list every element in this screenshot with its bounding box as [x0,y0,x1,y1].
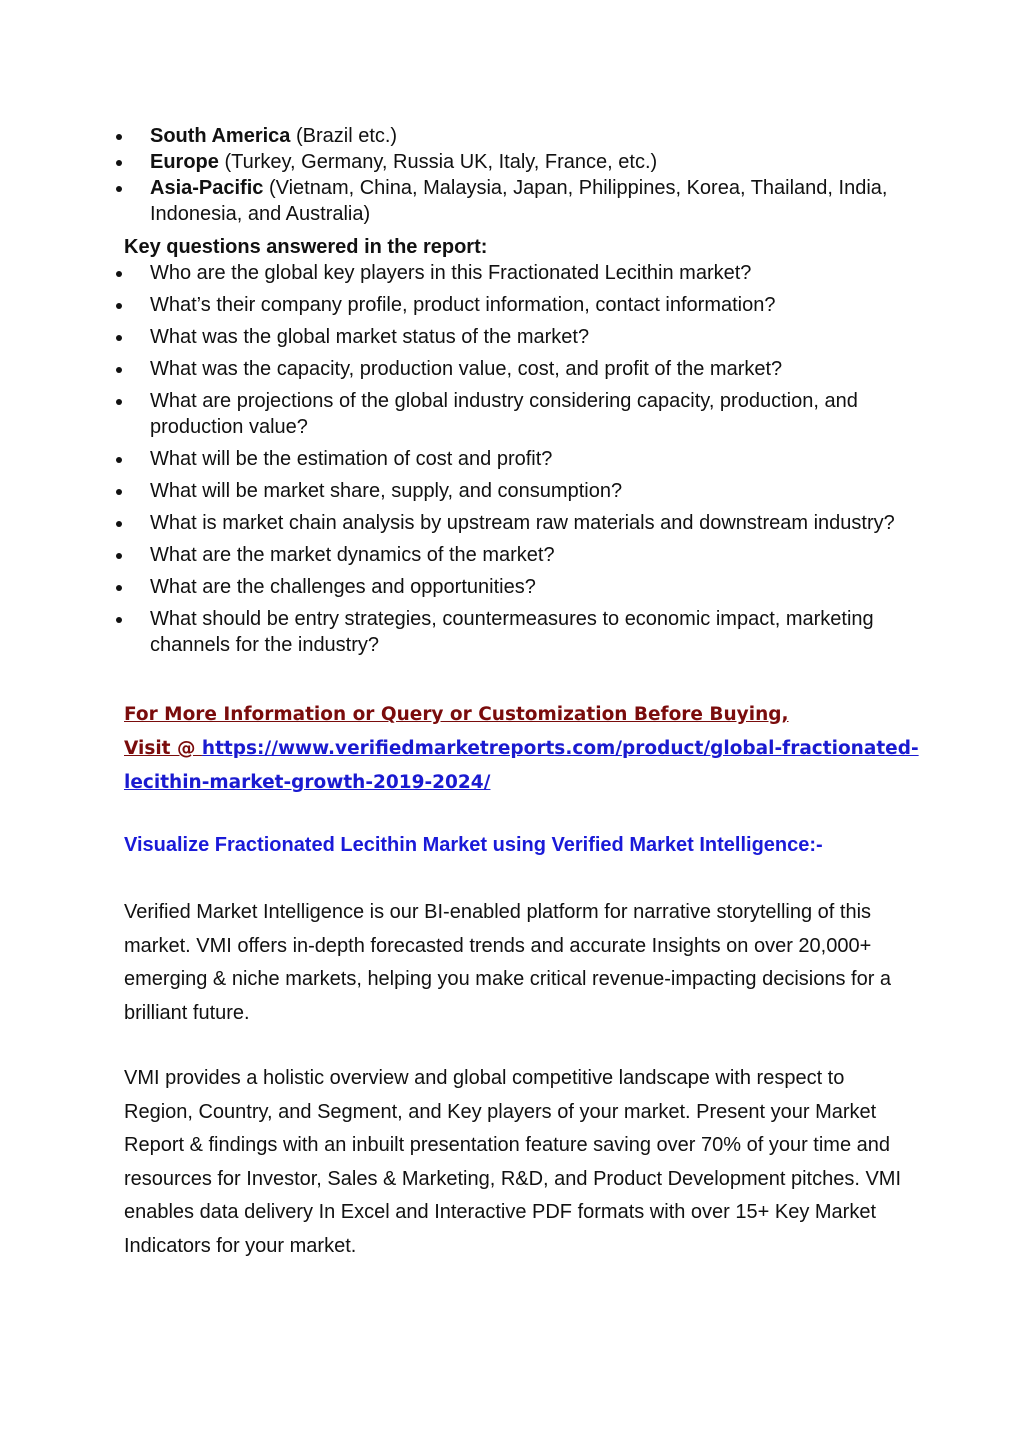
bullet-icon [116,553,122,559]
cta-visit-label: Visit @ [124,738,202,759]
bullet-icon [116,399,122,405]
question-text: What are the challenges and opportunities? [150,576,536,598]
bullet-icon [116,335,122,341]
bullet-icon [116,617,122,623]
bullet-icon [116,303,122,309]
list-item [0,324,1023,350]
question-text: What is market chain analysis by upstream raw materials and downstream industry? [150,512,895,534]
question-text: What’s their company profile, product information, contact information? [150,294,776,316]
paragraph-vmi-overview: VMI provides a holistic overview and global competitive landscape with respect to Region, Country, and Segment, and Key players of your market. Present your Market Report & findings with an inbuilt presentation feature saving over 70% of your time and resources for Investor, Sales & Marketing, R&D, and Product Development pitches. VMI enables data delivery In Excel and Interactive PDF formats with over 15+ Key Market Indicators for your market. [124,1067,902,1257]
bullet-icon [116,134,122,140]
report-link[interactable]: https://www.verifiedmarketreports.com/product/global-fractionated-lecithin-market-growth-2019-2024/ [124,738,919,793]
list-item [0,478,1023,504]
question-text: What are projections of the global industry considering capacity, production, and production value? [150,390,858,438]
question-text: What was the global market status of the market? [150,326,590,348]
section-heading: Visualize Fractionated Lecithin Market using Verified Market Intelligence:- [124,834,823,856]
list-item [0,574,1023,600]
list-item [0,388,1023,440]
list-item [0,606,1023,658]
list-item [0,175,1023,227]
list-item [0,542,1023,568]
bullet-icon [116,271,122,277]
list-item [0,356,1023,382]
list-item [0,123,1023,149]
paragraph-vmi-intro: Verified Market Intelligence is our BI-enabled platform for narrative storytelling of this market. VMI offers in-depth forecasted trends and accurate Insights on over 20,000+ emerging & niche markets, helping you make critical revenue-impacting decisions for a brilliant future. [124,901,892,1024]
list-item [0,260,1023,286]
question-text: What will be the estimation of cost and profit? [150,448,553,470]
question-text: What are the market dynamics of the market? [150,544,555,566]
question-text: Who are the global key players in this Fractionated Lecithin market? [150,262,752,284]
question-text: What will be market share, supply, and consumption? [150,480,623,502]
question-text: What should be entry strategies, countermeasures to economic impact, marketing channels for the industry? [150,608,874,656]
list-item [0,149,1023,175]
region-list [0,123,1023,227]
bullet-icon [116,186,122,192]
bullet-icon [116,521,122,527]
list-item [0,446,1023,472]
list-item [0,510,1023,536]
bullet-icon [116,367,122,373]
region-name: South America [150,125,291,147]
questions-list [0,260,1023,664]
region-detail: (Brazil etc.) [290,125,398,147]
list-item [0,292,1023,318]
region-name: Europe [150,151,219,173]
region-detail: (Turkey, Germany, Russia UK, Italy, France, etc.) [218,151,658,173]
bullet-icon [116,160,122,166]
question-text: What was the capacity, production value, cost, and profit of the market? [150,358,783,380]
cta-intro-text: For More Information or Query or Customization Before Buying, [124,704,789,725]
bullet-icon [116,489,122,495]
bullet-icon [116,585,122,591]
region-name: Asia-Pacific [150,177,264,199]
call-to-action [124,698,924,800]
questions-heading: Key questions answered in the report: [124,236,488,258]
region-detail: (Vietnam, China, Malaysia, Japan, Philippines, Korea, Thailand, India, Indonesia, and Australia) [150,177,888,225]
bullet-icon [116,457,122,463]
